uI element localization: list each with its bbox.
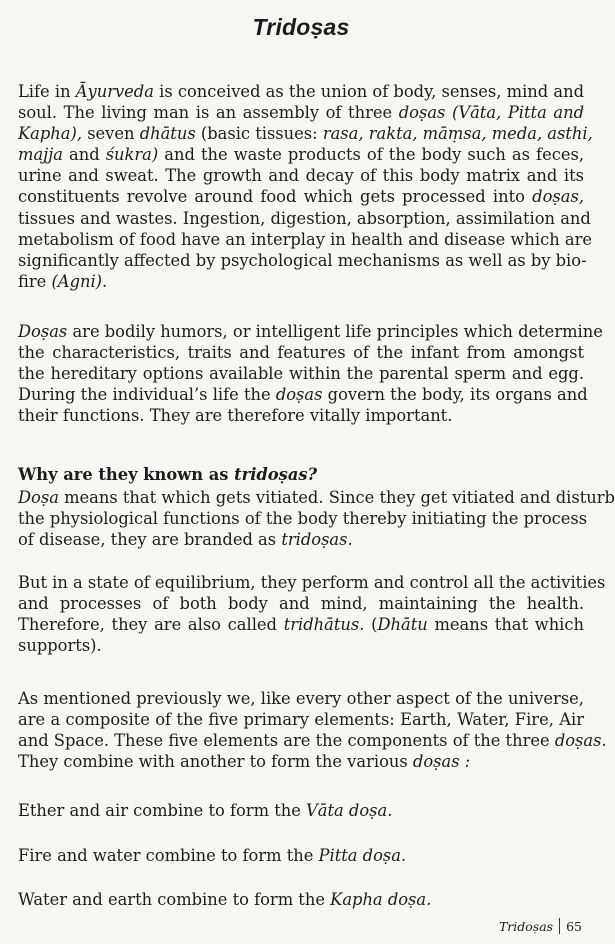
italic-term: rasa, rakta, māṃsa, meda, asthi, xyxy=(322,124,593,144)
text-line: the hereditary options available within the parental sperm and egg. xyxy=(18,364,584,384)
italic-term: dhātus xyxy=(139,124,196,144)
text-line: Therefore, they are also called tridhātus. (Dhātu means that which xyxy=(18,615,584,635)
italic-term: (Agni). xyxy=(51,271,108,291)
italic-term: śukra) xyxy=(105,145,159,165)
italic-term: doṣas : xyxy=(412,752,471,772)
text-line: majja and śukra) and the waste products of the body such as feces, xyxy=(18,145,584,165)
text-line: significantly affected by psychological mechanisms as well as by bio- xyxy=(18,250,587,270)
text-line: fire (Agni). xyxy=(18,271,108,291)
paragraph-five-elements xyxy=(18,688,607,772)
text-line: Life in Āyurveda is conceived as the union of body, senses, mind and xyxy=(18,82,584,101)
text-line: soul. The living man is an assembly of three doṣas (Vāta, Pitta and xyxy=(18,103,584,123)
section-heading-why-tridosas: Why are they known as tridoṣas? xyxy=(18,465,318,484)
page-number: 65 xyxy=(566,918,582,934)
text-line: constituents revolve around food which gets processed into doṣas, xyxy=(18,187,584,207)
text-line: They combine with another to form the various doṣas : xyxy=(18,752,471,772)
line-vata xyxy=(18,800,584,821)
text-line: Water and earth combine to form the Kapha doṣa. xyxy=(18,890,432,909)
italic-term: Āyurveda xyxy=(75,82,154,101)
page-footer xyxy=(499,918,582,934)
italic-term: Kapha), xyxy=(18,124,83,144)
footer-divider xyxy=(559,918,560,934)
italic-term: doṣas, xyxy=(532,187,584,207)
text-line: Doṣa means that which gets vitiated. Since they get vitiated and disturb xyxy=(18,488,615,507)
italic-term: doṣas. xyxy=(554,731,607,751)
italic-term: majja xyxy=(18,145,63,165)
book-page xyxy=(18,0,615,909)
line-kapha xyxy=(18,889,584,910)
paragraph-equilibrium xyxy=(18,572,606,656)
text-line: the physiological functions of the body thereby initiating the process xyxy=(18,509,588,529)
text-line: tissues and wastes. Ingestion, digestion, absorption, assimilation and xyxy=(18,208,591,228)
paragraph-dosas-humors xyxy=(18,321,603,426)
paragraph-life-in-ayurveda xyxy=(18,81,593,292)
text-line: Ether and air combine to form the Vāta doṣa. xyxy=(18,801,393,820)
italic-term: tridoṣas? xyxy=(234,465,318,484)
italic-term: tridhātus. xyxy=(283,615,365,635)
italic-term: Dhātu xyxy=(377,615,428,635)
text-line: As mentioned previously we, like every other aspect of the universe, xyxy=(18,689,584,708)
text-line: of disease, they are branded as tridoṣas. xyxy=(18,530,353,550)
italic-term: doṣas xyxy=(275,385,323,405)
text-line: and Space. These five elements are the components of the three doṣas. xyxy=(18,731,607,751)
text-line: metabolism of food have an interplay in health and disease which are xyxy=(18,229,593,249)
italic-term: Doṣa xyxy=(18,488,59,507)
text-line: the characteristics, traits and features of the infant from amongst xyxy=(18,343,584,363)
italic-term: Kapha doṣa. xyxy=(330,890,432,909)
page-title: Tridoṣas xyxy=(252,14,350,40)
text-line: urine and sweat. The growth and decay of this body matrix and its xyxy=(18,166,584,186)
italic-term: Pitta doṣa. xyxy=(318,846,407,865)
text-line: and processes of both body and mind, maintaining the health. xyxy=(18,594,584,614)
text-line: Doṣas are bodily humors, or intelligent life principles which determine xyxy=(18,322,603,341)
running-title: Tridoṣas xyxy=(498,918,554,934)
text-line: During the individual’s life the doṣas govern the body, its organs and xyxy=(18,385,588,405)
text-line: But in a state of equilibrium, they perform and control all the activities xyxy=(18,573,606,592)
italic-term: doṣas (Vāta, Pitta and xyxy=(398,103,584,123)
text-line: Kapha), seven dhātus (basic tissues: rasa, rakta, māṃsa, meda, asthi, xyxy=(18,124,593,144)
text-line: their functions. They are therefore vitally important. xyxy=(18,406,453,426)
text-line: supports). xyxy=(18,636,102,656)
italic-term: Vāta doṣa. xyxy=(306,801,393,820)
paragraph-dosa-meaning xyxy=(18,487,615,550)
italic-term: Doṣas xyxy=(18,322,68,341)
text-line: are a composite of the five primary elements: Earth, Water, Fire, Air xyxy=(18,710,584,730)
italic-term: tridoṣas. xyxy=(281,530,353,550)
text-line: Fire and water combine to form the Pitta doṣa. xyxy=(18,846,407,865)
line-pitta xyxy=(18,845,584,866)
